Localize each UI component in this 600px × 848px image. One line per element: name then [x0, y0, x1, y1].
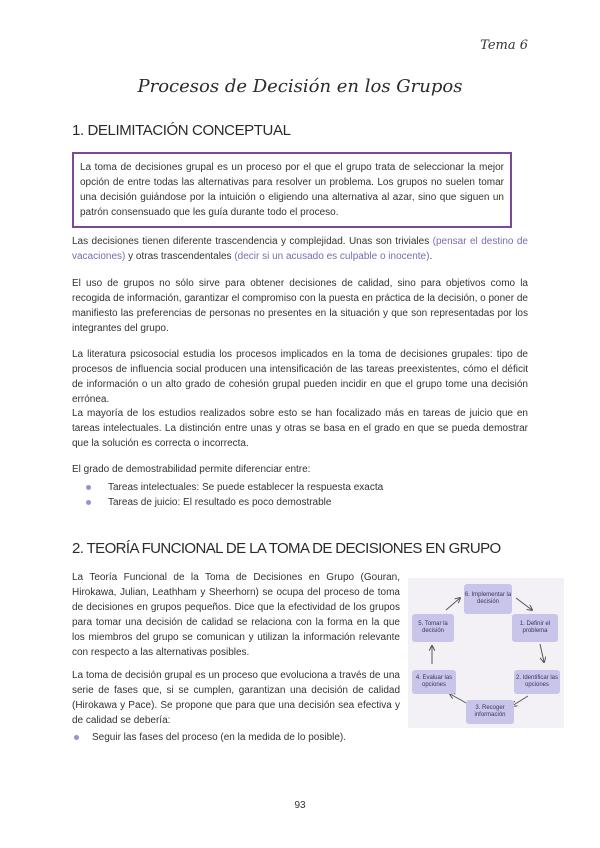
p1-text-e: . [429, 251, 433, 262]
section2-heading: 2. TEORÍA FUNCIONAL DE LA TOMA DE DECISIONES EN GRUPO [72, 540, 501, 557]
definition-text: La toma de decisiones grupal es un proceso por el que el grupo trata de seleccionar la mejor opción de entre todas las alternativas para resolver un problema. Los grupos no suelen tomar una decisión guiándose por la intuición o eligiendo una alternativa al azar, sino que siguen un patrón consensuado que les guía durante todo el proceso. [80, 162, 504, 218]
node-implementar: 6. Implementar la decisión [464, 584, 512, 614]
p1-example-trascendental: (decir si un acusado es culpable o inocente) [234, 251, 430, 262]
p1-text-a: Las decisiones tienen diferente trascendencia y complejidad. Unas son triviales [72, 236, 433, 247]
arrow-2-to-3 [512, 696, 528, 706]
paragraph-demostrabilidad: El grado de demostrabilidad permite diferenciar entre: [72, 464, 311, 475]
page-title: Procesos de Decisión en los Grupos [137, 76, 463, 97]
p1-example-trivial: (pensar el destino de vacaciones) [72, 236, 528, 262]
paragraph-teoria-funcional: La Teoría Funcional de la Toma de Decisiones en Grupo (Gouran, Hirokawa, Julian, Leathham y Sheerhorn) se ocupa del proceso de toma de decisiones en grupos pequeños. Dice que la efectividad de los grupos para tomar una decisión de calidad se relaciona con la forma en la que los miembros del grupo se comunican y utilizan la información relevante con respecto a las alternativas posibles. [72, 572, 400, 658]
list-item: Tareas intelectuales: Se puede establecer la respuesta exacta [80, 480, 520, 495]
section1-heading: 1. DELIMITACIÓN CONCEPTUAL [72, 122, 291, 139]
topic-label: Tema 6 [480, 38, 528, 53]
recommendations-list [72, 730, 402, 745]
node-definir: 1. Definir el problema [512, 614, 558, 642]
page-number: 93 [294, 800, 306, 811]
p1-text-c: y otras trascendentales [125, 251, 235, 262]
paragraph-proceso-fases: La toma de decisión grupal es un proceso que evoluciona a través de una serie de fases que, si se cumplen, garantizan una decisión de calidad (Hirokawa y Pace). Se propone que para que una decisión sea efectiva y de calidad se debería: [72, 670, 400, 726]
paragraph-literatura: La literatura psicosocial estudia los procesos implicados en la toma de decisiones grupales: tipo de procesos de influencia social producen una intensificación de las tareas preexistentes, cómo el déficit de información o un alto grado de cohesión grupal pueden incidir en que el grupo tome una decisión errónea. [72, 349, 528, 405]
node-identificar: 2. Identificar las opciones [514, 670, 560, 694]
node-recoger: 3. Recoger información [466, 700, 514, 724]
arrow-5-to-6 [446, 598, 460, 610]
definition-box [72, 152, 512, 228]
list-item: Tareas de juicio: El resultado es poco demostrable [80, 495, 520, 510]
arrow-1-to-2 [540, 644, 544, 662]
list-item: Seguir las fases del proceso (en la medida de lo posible). [72, 730, 402, 745]
paragraph-estudios: La mayoría de los estudios realizados sobre esto se han focalizado más en tareas de juicio que en tareas intelectuales. La distinción entre unas y otras se basa en el grado en que se pueda demostrar que la solución es correcta o incorrecta. [72, 408, 528, 449]
arrow-6-to-1 [516, 598, 532, 610]
decision-cycle-diagram [408, 578, 564, 728]
paragraph-uso-grupos: El uso de grupos no sólo sirve para obtener decisiones de calidad, sino para objetivos como la recogida de información, garantizar el compromiso con la puesta en práctica de la decisión, o poner de manifiesto las preferencias de personas no presentes en la situación y que son representadas por los integrantes del grupo. [72, 278, 528, 334]
task-types-list [80, 480, 520, 510]
node-tomar: 5. Tomar la decisión [412, 614, 454, 642]
node-evaluar: 4. Evaluar las opciones [412, 670, 456, 694]
paragraph-trascendencia [72, 234, 528, 264]
